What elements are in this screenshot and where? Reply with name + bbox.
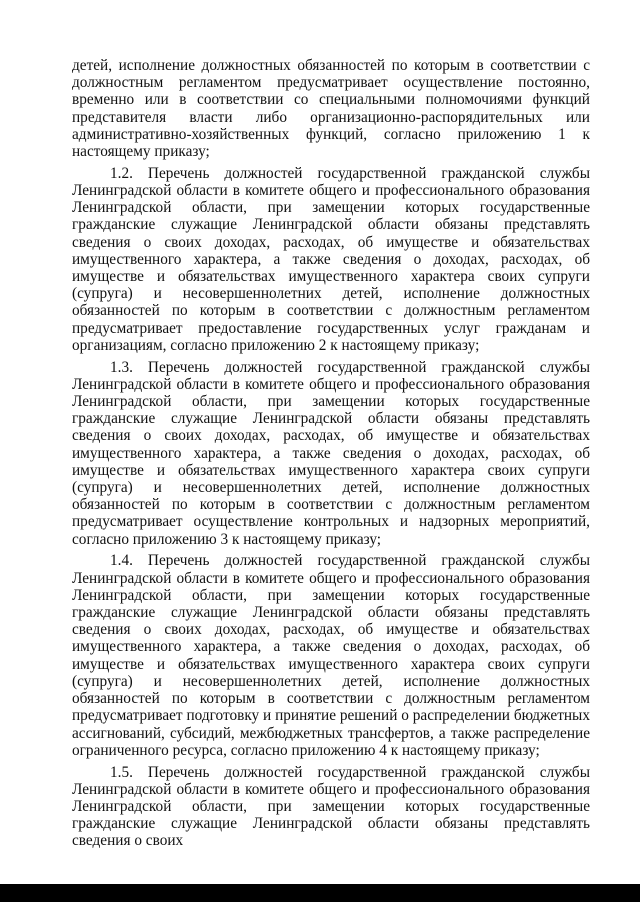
paragraph-1-4: 1.4. Перечень должностей государственной гражданской службы Ленинградской области в комитете общего и профессионального образования Ленинградской области, при замещении которых государственные гражданские служащие Ленинградской области обязаны представлять сведения о своих доходах, расходах, об имуществе и обязательствах имущественного характера, а также сведения о доходах, расходах, об имуществе и обязательствах имущественного характера своих супруги (супруга) и несовершеннолетних детей, исполнение должностных обязанностей по которым в соответствии с должностным регламентом предусматривает подготовку и принятие решений о распределении бюджетных ассигнований, субсидий, межбюджетных трансфертов, а также распределение ограниченного ресурса, согласно приложению 4 к настоящему приказу; [72, 552, 590, 759]
paragraph-1-3: 1.3. Перечень должностей государственной гражданской службы Ленинградской области в комитете общего и профессионального образования Ленинградской области, при замещении которых государственные гражданские служащие Ленинградской области обязаны представлять сведения о своих доходах, расходах, об имуществе и обязательствах имущественного характера, а также сведения о доходах, расходах, об имуществе и обязательствах имущественного характера своих супруги (супруга) и несовершеннолетних детей, исполнение должностных обязанностей по которым в соответствии с должностным регламентом предусматривает осуществление контрольных и надзорных мероприятий, согласно приложению 3 к настоящему приказу; [72, 358, 590, 548]
paragraph-1-5: 1.5. Перечень должностей государственной гражданской службы Ленинградской области в комитете общего и профессионального образования Ленинградской области, при замещении которых государственные гражданские служащие Ленинградской области обязаны представлять сведения о своих [72, 763, 590, 850]
paragraph-1-2: 1.2. Перечень должностей государственной гражданской службы Ленинградской области в комитете общего и профессионального образования Ленинградской области, при замещении которых государственные гражданские служащие Ленинградской области обязаны представлять сведения о своих доходах, расходах, об имуществе и обязательствах имущественного характера, а также сведения о доходах, расходах, об имуществе и обязательствах имущественного характера своих супруги (супруга) и несовершеннолетних детей, исполнение должностных обязанностей по которым в соответствии с должностным регламентом предусматривает предоставление государственных услуг гражданам и организациям, согласно приложению 2 к настоящему приказу; [72, 164, 590, 354]
document-body [72, 57, 590, 850]
scan-bottom-edge [0, 884, 640, 902]
paragraph-1-1-continuation: детей, исполнение должностных обязанностей по которым в соответствии с должностным регламентом предусматривает осуществление постоянно, временно или в соответствии со специальными полномочиями функций представителя власти либо организационно-распорядительных или административно-хозяйственных функций, согласно приложению 1 к настоящему приказу; [72, 57, 590, 161]
